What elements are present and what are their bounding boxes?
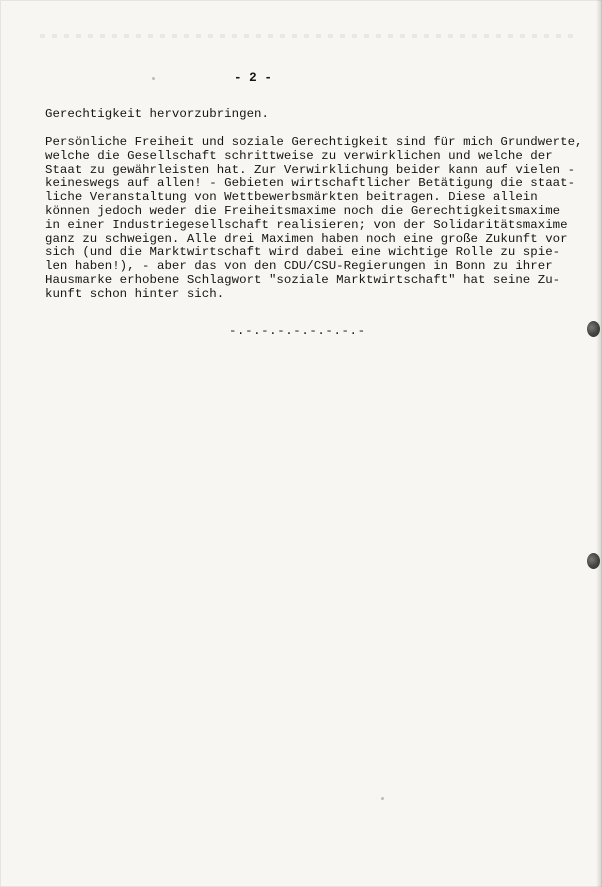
main-paragraph xyxy=(45,136,585,302)
scan-speck xyxy=(152,77,155,80)
paragraph-line: kunft schon hinter sich. xyxy=(45,286,225,301)
paragraph-line: sich (und die Marktwirtschaft wird dabei eine wichtige Rolle zu spie- xyxy=(45,245,561,260)
paragraph-line: in einer Industriegesellschaft realisieren; von der Solidaritätsmaxime xyxy=(45,217,568,232)
scan-speck xyxy=(381,797,384,800)
section-divider: -.-.-.-.-.-.-.-.- xyxy=(229,324,366,338)
intro-line: Gerechtigkeit hervorzubringen. xyxy=(45,107,269,121)
paragraph-line: ganz zu schweigen. Alle drei Maximen haben noch eine große Zukunft vor xyxy=(45,231,568,246)
paragraph-line: Persönliche Freiheit und soziale Gerechtigkeit sind für mich Grundwerte, xyxy=(45,135,583,149)
page-number: - 2 - xyxy=(234,71,272,85)
page-edge-shadow xyxy=(596,0,602,887)
paragraph-line: keineswegs auf allen! - Gebieten wirtschaftlicher Betätigung die staat- xyxy=(45,176,576,191)
paragraph-line: können jedoch weder die Freiheitsmaxime noch die Gerechtigkeitsmaxime xyxy=(45,203,561,218)
paragraph-line: Staat zu gewährleisten hat. Zur Verwirklichung beider kann auf vielen - xyxy=(45,162,576,177)
paragraph-line: liche Veranstaltung von Wettbewerbsmärkten beitragen. Diese allein xyxy=(45,190,538,205)
paragraph-line: Hausmarke erhobene Schlagwort "soziale Marktwirtschaft" hat seine Zu- xyxy=(45,272,561,287)
scan-noise xyxy=(40,34,575,38)
paragraph-line: len haben!), - aber das von den CDU/CSU-Regierungen in Bonn zu ihrer xyxy=(45,259,553,274)
paragraph-line: welche die Gesellschaft schrittweise zu verwirklichen und welche der xyxy=(45,148,553,163)
